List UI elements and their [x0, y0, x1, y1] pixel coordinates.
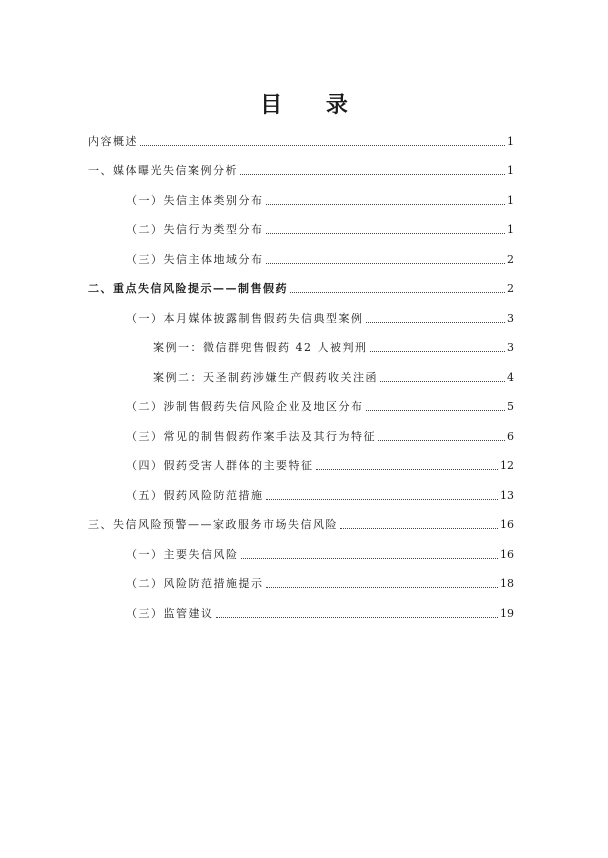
toc-entry-section-3-2[interactable]	[126, 575, 514, 591]
dot-leader	[366, 322, 506, 323]
toc-entry-label: 内容概述	[88, 135, 138, 148]
toc-page-number: 18	[500, 577, 514, 590]
toc-page-number: 5	[507, 400, 514, 413]
toc-entry-section-2-1[interactable]	[126, 310, 514, 326]
toc-entry-case-2[interactable]	[153, 369, 514, 385]
toc-entry-label: （四）假药受害人群体的主要特征	[126, 459, 314, 472]
dot-leader	[378, 440, 505, 441]
toc-entry-label: （二）涉制售假药失信风险企业及地区分布	[126, 400, 364, 413]
dot-leader	[266, 233, 506, 234]
toc-page-number: 6	[507, 430, 514, 443]
toc-entry-label: （五）假药风险防范措施	[126, 489, 264, 502]
toc-entry-label: 三、失信风险预警——家政服务市场失信风险	[88, 518, 338, 531]
dot-leader	[380, 381, 505, 382]
toc-page-number: 16	[500, 548, 514, 561]
toc-page-number: 3	[507, 312, 514, 325]
toc-entry-section-2-5[interactable]	[126, 487, 514, 503]
toc-entry-label: （一）本月媒体披露制售假药失信典型案例	[126, 312, 364, 325]
toc-entry-section-1-1[interactable]	[126, 192, 514, 208]
toc-page-number: 1	[507, 135, 514, 148]
toc-entry-label: 案例二：天圣制药涉嫌生产假药收关注函	[153, 371, 378, 384]
toc-entry-label: （一）主要失信风险	[126, 548, 239, 561]
toc-entry-section-2-4[interactable]	[126, 457, 514, 473]
toc-entry-label: （二）风险防范措施提示	[126, 577, 264, 590]
dot-leader	[241, 558, 499, 559]
toc-page-number: 2	[507, 253, 514, 266]
toc-page-number: 1	[507, 194, 514, 207]
dot-leader	[266, 499, 499, 500]
toc-entry-case-1[interactable]	[153, 339, 514, 355]
toc-entry-overview[interactable]	[88, 133, 514, 149]
toc-entry-section-2-3[interactable]	[126, 428, 514, 444]
toc-entry-section-2-2[interactable]	[126, 398, 514, 414]
toc-entry-section-1-3[interactable]	[126, 251, 514, 267]
toc-entry-label: 案例一：微信群兜售假药 42 人被判刑	[153, 341, 368, 354]
toc-page-number: 3	[507, 341, 514, 354]
toc-page-number: 13	[500, 489, 514, 502]
toc-entry-section-3[interactable]	[88, 516, 514, 532]
toc-entry-section-1-2[interactable]	[126, 221, 514, 237]
toc-entry-section-3-1[interactable]	[126, 546, 514, 562]
page-title: 目 录	[260, 92, 366, 118]
toc-entry-label: （三）监管建议	[126, 607, 214, 620]
dot-leader	[290, 292, 505, 293]
toc-entry-label: 一、媒体曝光失信案例分析	[88, 164, 238, 177]
dot-leader	[240, 174, 505, 175]
toc-page-number: 1	[507, 164, 514, 177]
toc-page-number: 16	[500, 518, 514, 531]
dot-leader	[266, 204, 506, 205]
toc-entry-label: （三）失信主体地域分布	[126, 253, 264, 266]
toc-entry-label: （一）失信主体类别分布	[126, 194, 264, 207]
toc-entry-section-2[interactable]	[88, 280, 514, 296]
toc-page-number: 4	[507, 371, 514, 384]
toc-page-number: 19	[500, 607, 514, 620]
dot-leader	[366, 410, 506, 411]
dot-leader	[266, 587, 499, 588]
toc-page-number: 2	[507, 282, 514, 295]
toc-page-number: 1	[507, 223, 514, 236]
dot-leader	[216, 617, 499, 618]
toc-entry-label: 二、重点失信风险提示——制售假药	[88, 282, 288, 295]
toc-page-number: 12	[500, 459, 514, 472]
toc-entry-section-3-3[interactable]	[126, 605, 514, 621]
dot-leader	[316, 469, 499, 470]
dot-leader	[340, 528, 498, 529]
toc-entry-section-1[interactable]	[88, 162, 514, 178]
dot-leader	[266, 263, 506, 264]
dot-leader	[370, 351, 506, 352]
dot-leader	[140, 145, 505, 146]
toc-entry-label: （三）常见的制售假药作案手法及其行为特征	[126, 430, 376, 443]
toc-entry-label: （二）失信行为类型分布	[126, 223, 264, 236]
